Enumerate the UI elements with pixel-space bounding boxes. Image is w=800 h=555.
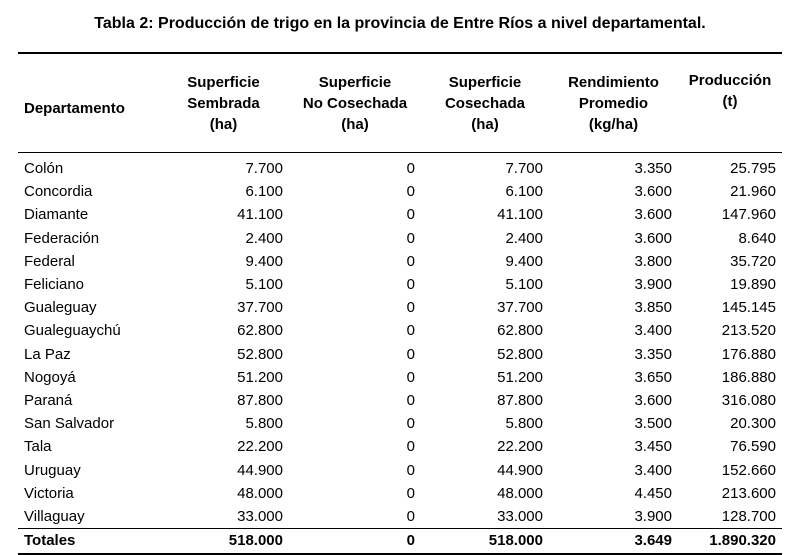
cell-superficie-cosechada: 22.200 bbox=[497, 438, 543, 456]
cell-produccion: 316.080 bbox=[721, 392, 776, 410]
cell-rendimiento: 3.800 bbox=[634, 252, 672, 270]
cell-produccion: 145.145 bbox=[721, 299, 776, 317]
table-row bbox=[18, 153, 782, 181]
cell-departamento: Federación bbox=[24, 229, 100, 247]
table-row bbox=[18, 227, 782, 250]
table-row bbox=[18, 505, 782, 529]
cell-superficie-cosechada: 48.000 bbox=[497, 484, 543, 502]
cell-departamento: Nogoyá bbox=[24, 368, 76, 386]
cell-superficie-cosechada: 9.400 bbox=[505, 252, 543, 270]
cell-superficie-no-cosechada: 0 bbox=[406, 368, 415, 386]
cell-superficie-cosechada: 62.800 bbox=[497, 322, 543, 340]
totals-row bbox=[18, 529, 782, 555]
table-row bbox=[18, 250, 782, 273]
cell-departamento: Uruguay bbox=[24, 461, 81, 479]
cell-superficie-no-cosechada: 0 bbox=[406, 392, 415, 410]
cell-departamento: Feliciano bbox=[24, 276, 85, 294]
header-superficie-cosechada: Superficie Cosechada (ha) bbox=[444, 73, 526, 133]
cell-rendimiento: 3.900 bbox=[634, 508, 672, 526]
table-row bbox=[18, 412, 782, 435]
cell-produccion: 213.600 bbox=[721, 484, 776, 502]
cell-superficie-no-cosechada: 0 bbox=[406, 252, 415, 270]
cell-superficie-sembrada: 5.800 bbox=[245, 415, 283, 433]
cell-rendimiento: 3.600 bbox=[634, 229, 672, 247]
totals-cosechada: 518.000 bbox=[488, 532, 543, 550]
cell-superficie-cosechada: 7.700 bbox=[505, 160, 543, 177]
cell-superficie-no-cosechada: 0 bbox=[406, 415, 415, 433]
cell-departamento: Villaguay bbox=[24, 508, 85, 526]
cell-superficie-sembrada: 87.800 bbox=[237, 392, 283, 410]
cell-superficie-sembrada: 48.000 bbox=[237, 484, 283, 502]
cell-produccion: 176.880 bbox=[721, 345, 776, 363]
cell-rendimiento: 3.650 bbox=[634, 368, 672, 386]
table-footer bbox=[18, 529, 782, 555]
header-departamento: Departamento bbox=[24, 99, 125, 117]
cell-superficie-no-cosechada: 0 bbox=[406, 508, 415, 526]
cell-produccion: 147.960 bbox=[721, 206, 776, 224]
table-row bbox=[18, 273, 782, 296]
table-row bbox=[18, 296, 782, 319]
cell-rendimiento: 3.450 bbox=[634, 438, 672, 456]
cell-departamento: Gualeguaychú bbox=[24, 322, 121, 340]
cell-superficie-cosechada: 37.700 bbox=[497, 299, 543, 317]
table-row bbox=[18, 366, 782, 389]
cell-produccion: 25.795 bbox=[730, 160, 776, 177]
cell-rendimiento: 3.400 bbox=[634, 461, 672, 479]
cell-superficie-cosechada: 52.800 bbox=[497, 345, 543, 363]
header-row bbox=[18, 53, 782, 153]
cell-superficie-no-cosechada: 0 bbox=[406, 461, 415, 479]
cell-produccion: 35.720 bbox=[730, 252, 776, 270]
cell-rendimiento: 4.450 bbox=[634, 484, 672, 502]
cell-produccion: 152.660 bbox=[721, 461, 776, 479]
cell-superficie-sembrada: 7.700 bbox=[245, 160, 283, 177]
table-row bbox=[18, 482, 782, 505]
cell-rendimiento: 3.600 bbox=[634, 206, 672, 224]
cell-departamento: Gualeguay bbox=[24, 299, 97, 317]
cell-superficie-cosechada: 87.800 bbox=[497, 392, 543, 410]
cell-superficie-no-cosechada: 0 bbox=[406, 276, 415, 294]
cell-superficie-no-cosechada: 0 bbox=[406, 183, 415, 201]
cell-superficie-cosechada: 5.100 bbox=[505, 276, 543, 294]
totals-produccion: 1.890.320 bbox=[709, 532, 776, 550]
cell-superficie-sembrada: 51.200 bbox=[237, 368, 283, 386]
cell-superficie-no-cosechada: 0 bbox=[406, 299, 415, 317]
cell-produccion: 76.590 bbox=[730, 438, 776, 456]
cell-superficie-sembrada: 52.800 bbox=[237, 345, 283, 363]
cell-rendimiento: 3.350 bbox=[634, 160, 672, 177]
cell-superficie-sembrada: 62.800 bbox=[237, 322, 283, 340]
cell-departamento: Federal bbox=[24, 252, 75, 270]
cell-superficie-sembrada: 6.100 bbox=[245, 183, 283, 201]
cell-produccion: 128.700 bbox=[721, 508, 776, 526]
cell-superficie-no-cosechada: 0 bbox=[406, 206, 415, 224]
cell-superficie-cosechada: 5.800 bbox=[505, 415, 543, 433]
cell-superficie-cosechada: 2.400 bbox=[505, 229, 543, 247]
header-superficie-sembrada: Superficie Sembrada (ha) bbox=[187, 73, 260, 133]
cell-produccion: 8.640 bbox=[738, 229, 776, 247]
cell-rendimiento: 3.500 bbox=[634, 415, 672, 433]
table-header bbox=[18, 53, 782, 153]
cell-departamento: Concordia bbox=[24, 183, 93, 201]
table-row bbox=[18, 389, 782, 412]
cell-departamento: Paraná bbox=[24, 392, 73, 410]
cell-rendimiento: 3.350 bbox=[634, 345, 672, 363]
cell-superficie-sembrada: 44.900 bbox=[237, 461, 283, 479]
cell-superficie-sembrada: 5.100 bbox=[245, 276, 283, 294]
totals-no-cosechada: 0 bbox=[406, 532, 415, 550]
totals-rendimiento: 3.649 bbox=[634, 532, 672, 550]
cell-rendimiento: 3.600 bbox=[634, 183, 672, 201]
cell-superficie-cosechada: 6.100 bbox=[505, 183, 543, 201]
cell-departamento: Tala bbox=[24, 438, 52, 456]
cell-superficie-no-cosechada: 0 bbox=[406, 438, 415, 456]
table-title: Tabla 2: Producción de trigo en la provincia de Entre Ríos a nivel departamental. bbox=[94, 15, 706, 32]
table-row bbox=[18, 343, 782, 366]
table-body bbox=[18, 153, 782, 529]
cell-rendimiento: 3.850 bbox=[634, 299, 672, 317]
table-row bbox=[18, 459, 782, 482]
header-rendimiento-promedio: Rendimiento Promedio (kg/ha) bbox=[568, 73, 659, 133]
cell-superficie-sembrada: 22.200 bbox=[237, 438, 283, 456]
cell-superficie-no-cosechada: 0 bbox=[406, 322, 415, 340]
cell-departamento: La Paz bbox=[24, 345, 71, 363]
cell-superficie-sembrada: 37.700 bbox=[237, 299, 283, 317]
cell-rendimiento: 3.400 bbox=[634, 322, 672, 340]
table-row bbox=[18, 180, 782, 203]
table-row bbox=[18, 319, 782, 342]
header-produccion: Producción (t) bbox=[688, 72, 772, 110]
cell-rendimiento: 3.600 bbox=[634, 392, 672, 410]
cell-produccion: 19.890 bbox=[730, 276, 776, 294]
cell-superficie-sembrada: 41.100 bbox=[237, 206, 283, 224]
table-row bbox=[18, 435, 782, 458]
totals-label: Totales bbox=[24, 532, 76, 550]
cell-superficie-cosechada: 51.200 bbox=[497, 368, 543, 386]
cell-superficie-no-cosechada: 0 bbox=[406, 160, 415, 177]
cell-superficie-sembrada: 9.400 bbox=[245, 252, 283, 270]
table-row bbox=[18, 203, 782, 226]
cell-produccion: 213.520 bbox=[721, 322, 776, 340]
cell-superficie-cosechada: 33.000 bbox=[497, 508, 543, 526]
cell-superficie-no-cosechada: 0 bbox=[406, 229, 415, 247]
cell-departamento: San Salvador bbox=[24, 415, 115, 433]
table-container bbox=[18, 52, 782, 555]
cell-produccion: 21.960 bbox=[730, 183, 776, 201]
cell-departamento: Victoria bbox=[24, 484, 74, 502]
cell-departamento: Colón bbox=[24, 160, 64, 177]
cell-superficie-sembrada: 33.000 bbox=[237, 508, 283, 526]
cell-rendimiento: 3.900 bbox=[634, 276, 672, 294]
header-superficie-no-cosechada: Superficie No Cosechada (ha) bbox=[302, 73, 408, 133]
cell-departamento: Diamante bbox=[24, 206, 89, 224]
cell-superficie-cosechada: 41.100 bbox=[497, 206, 543, 224]
cell-superficie-no-cosechada: 0 bbox=[406, 345, 415, 363]
cell-superficie-cosechada: 44.900 bbox=[497, 461, 543, 479]
cell-produccion: 186.880 bbox=[721, 368, 776, 386]
cell-superficie-no-cosechada: 0 bbox=[406, 484, 415, 502]
totals-sembrada: 518.000 bbox=[228, 532, 283, 550]
wheat-production-table bbox=[18, 52, 782, 555]
cell-produccion: 20.300 bbox=[730, 415, 776, 433]
cell-superficie-sembrada: 2.400 bbox=[245, 229, 283, 247]
